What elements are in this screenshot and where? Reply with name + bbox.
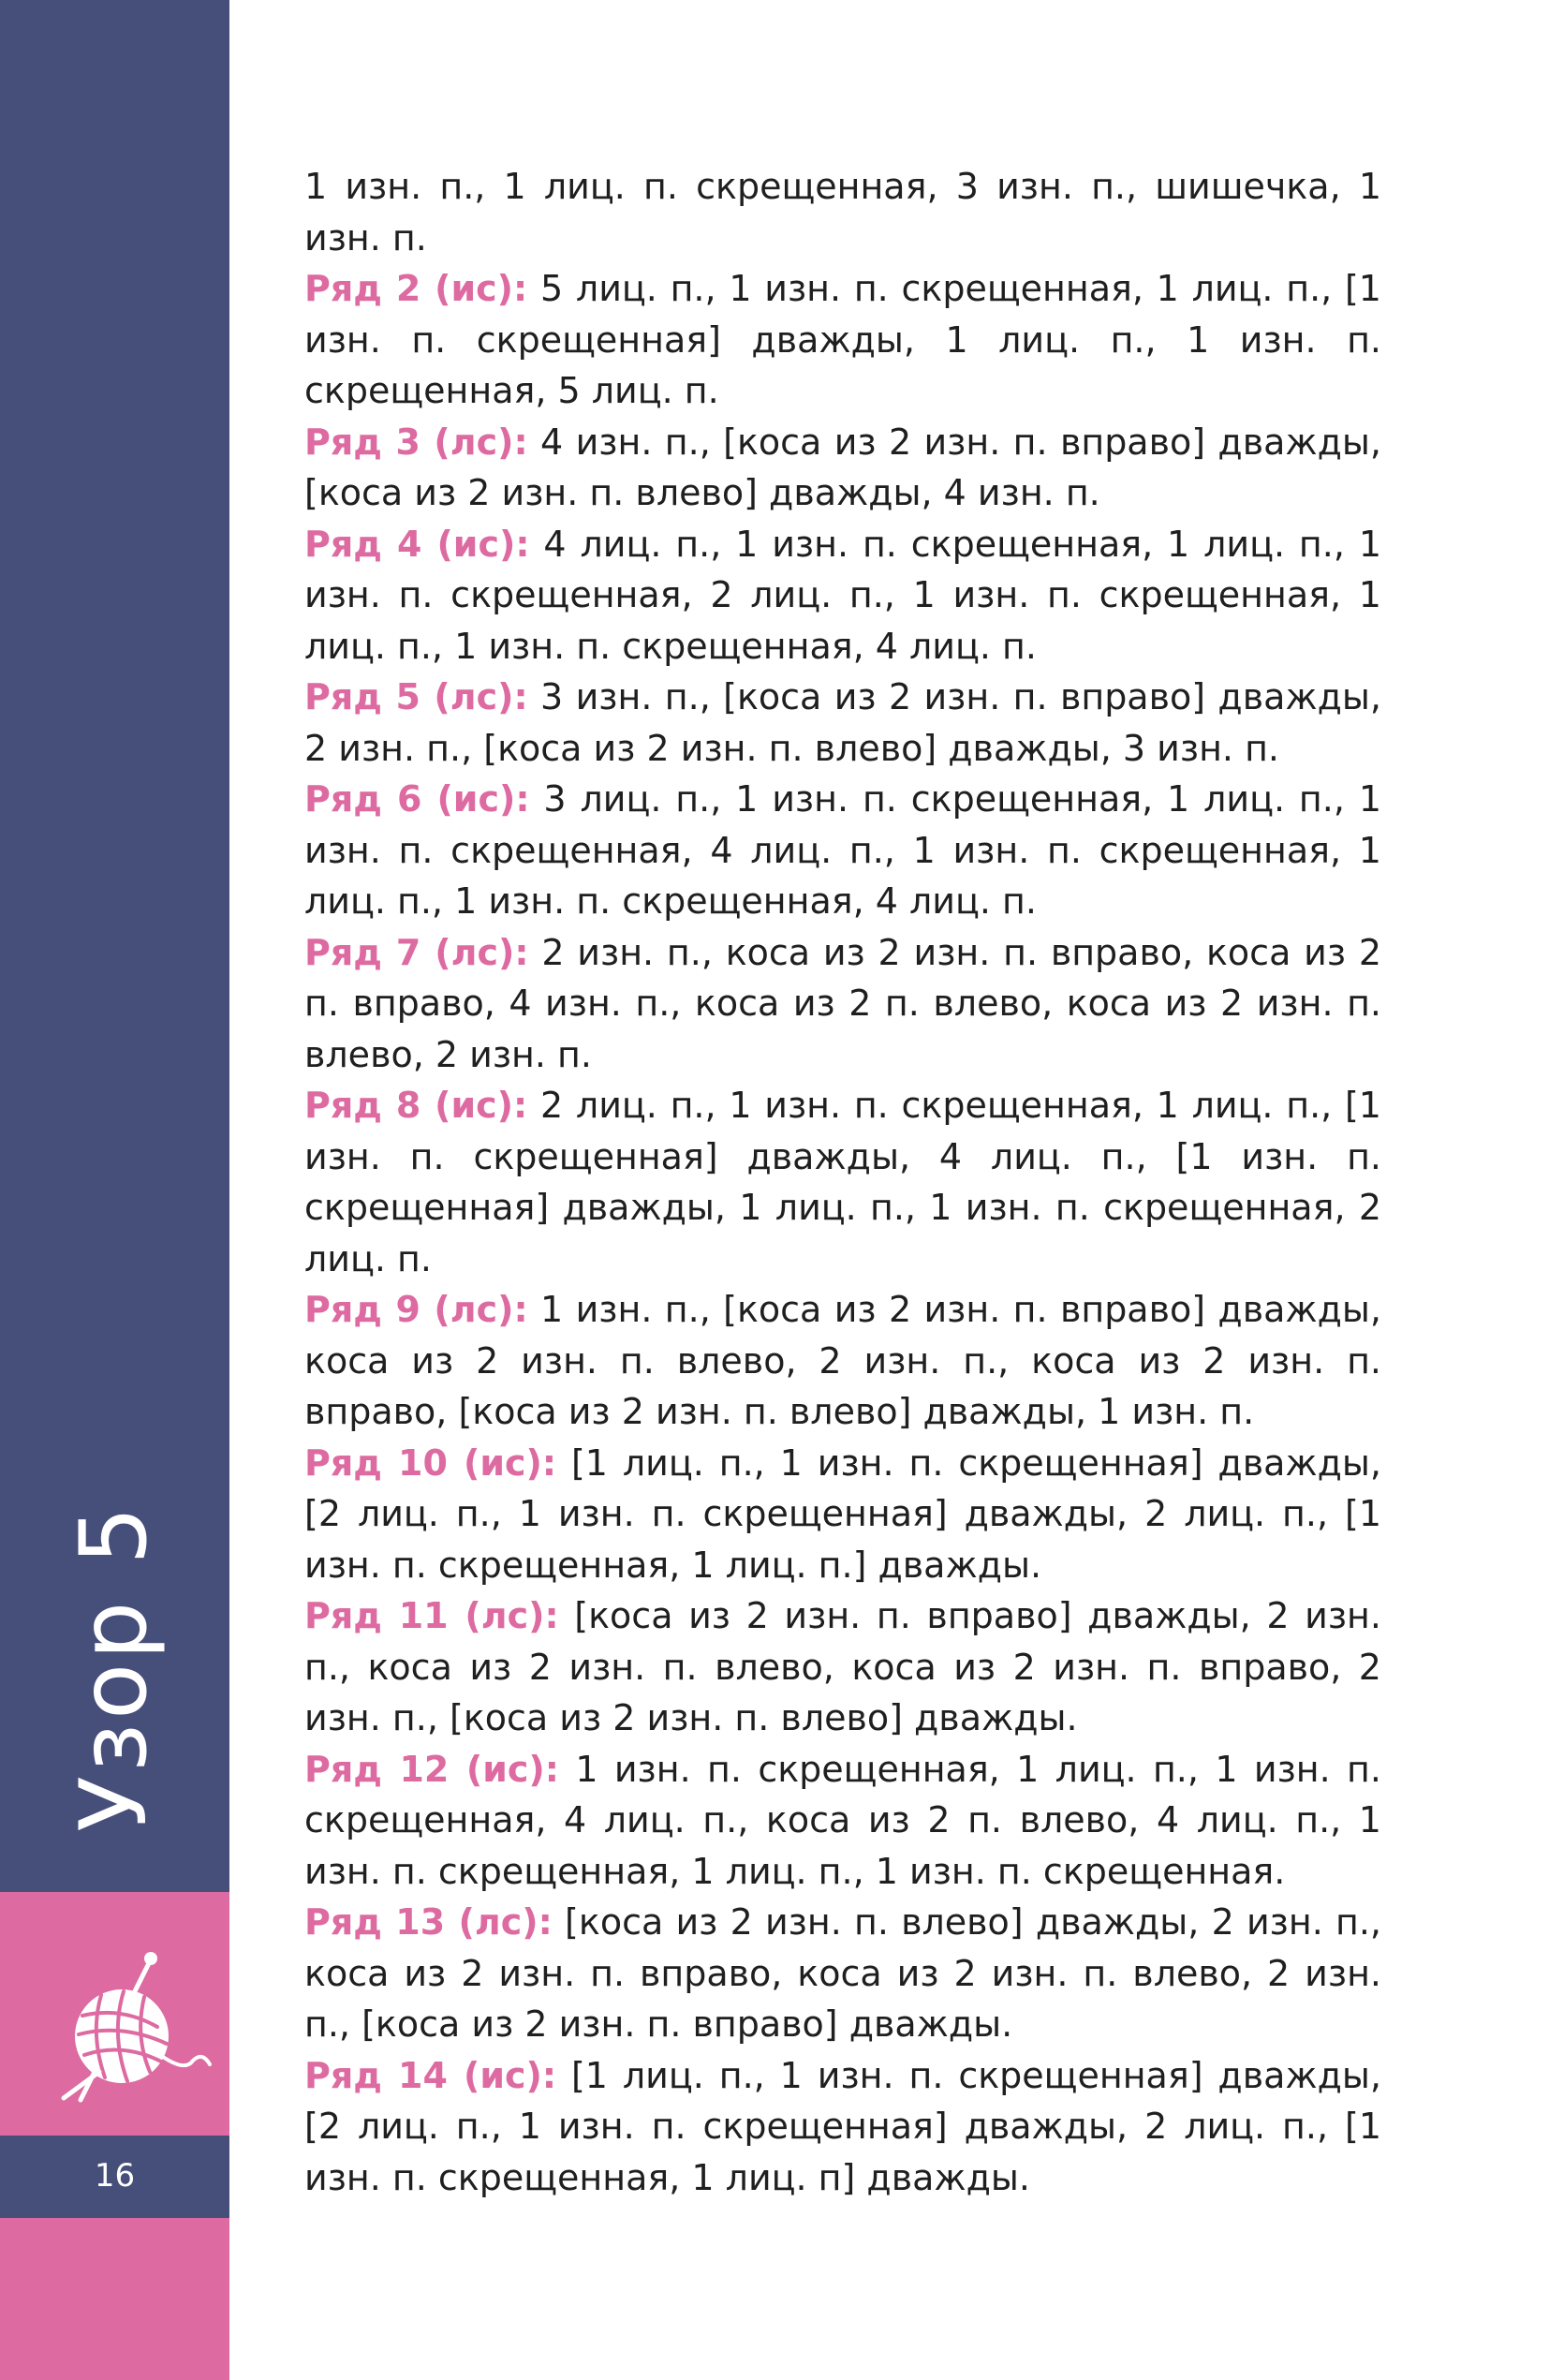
yarn-ball-needles-icon (45, 1941, 214, 2109)
row-label: Ряд 6 (ис): (304, 778, 530, 820)
row-label: Ряд 5 (лс): (304, 676, 528, 717)
row-text: 3 изн. п., [коса из 2 изн. п. вправо] дважды, 2 изн. п., [коса из 2 изн. п. влево] дважды, 3 изн. п. (304, 676, 1381, 769)
row-paragraph (304, 2050, 1381, 2204)
row-text: 1 изн. п., 1 лиц. п. скрещенная, 3 изн. п., шишечка, 1 изн. п. (304, 166, 1381, 259)
row-paragraph (304, 1080, 1381, 1284)
row-label: Ряд 11 (лс): (304, 1595, 559, 1636)
row-label: Ряд 8 (ис): (304, 1085, 528, 1126)
row-text: 2 лиц. п., 1 изн. п. скрещенная, 1 лиц. п., [1 изн. п. скрещенная] дважды, 4 лиц. п., [1 изн. п. скрещенная] дважды, 1 лиц. п., 1 изн. п. скрещенная, 2 лиц. п. (304, 1085, 1381, 1279)
row-paragraph (304, 161, 1381, 263)
row-text: 1 изн. п., [коса из 2 изн. п. вправо] дважды, коса из 2 изн. п. влево, 2 изн. п., коса из 2 изн. п. вправо, [коса из 2 изн. п. влево] дважды, 1 изн. п. (304, 1289, 1381, 1432)
row-text: 3 лиц. п., 1 изн. п. скрещенная, 1 лиц. п., 1 изн. п. скрещенная, 4 лиц. п., 1 изн. п. скрещенная, 1 лиц. п., 1 изн. п. скрещенная, 4 лиц. п. (304, 778, 1381, 922)
row-label: Ряд 9 (лс): (304, 1289, 528, 1330)
row-text: 4 лиц. п., 1 изн. п. скрещенная, 1 лиц. п., 1 изн. п. скрещенная, 2 лиц. п., 1 изн. п. скрещенная, 1 лиц. п., 1 изн. п. скрещенная, 4 лиц. п. (304, 523, 1381, 667)
row-paragraph (304, 1590, 1381, 1744)
row-label: Ряд 13 (лс): (304, 1901, 553, 1943)
pattern-title: Узор 5 (61, 1502, 168, 1832)
row-text: 5 лиц. п., 1 изн. п. скрещенная, 1 лиц. п., [1 изн. п. скрещенная] дважды, 1 лиц. п., 1 изн. п. скрещенная, 5 лиц. п. (304, 268, 1381, 411)
row-paragraph (304, 519, 1381, 673)
row-label: Ряд 3 (лс): (304, 421, 528, 463)
row-text: [коса из 2 изн. п. влево] дважды, 2 изн. п., коса из 2 изн. п. вправо, коса из 2 изн. п. влево, 2 изн. п., [коса из 2 изн. п. вправо] дважды. (304, 1901, 1381, 2045)
row-paragraph (304, 672, 1381, 774)
row-paragraph (304, 417, 1381, 519)
row-paragraph (304, 774, 1381, 927)
row-paragraph (304, 1284, 1381, 1438)
row-label: Ряд 7 (лс): (304, 931, 529, 973)
row-paragraph (304, 263, 1381, 417)
sidebar-bottom-band (0, 2218, 229, 2380)
row-text: 4 изн. п., [коса из 2 изн. п. вправо] дважды, [коса из 2 изн. п. влево] дважды, 4 изн. п. (304, 421, 1381, 513)
row-text: 2 изн. п., коса из 2 изн. п. вправо, коса из 2 п. вправо, 4 изн. п., коса из 2 п. влево, коса из 2 изн. п. влево, 2 изн. п. (304, 931, 1381, 1075)
row-text: [коса из 2 изн. п. вправо] дважды, 2 изн. п., коса из 2 изн. п. влево, коса из 2 изн. п. вправо, 2 изн. п., [коса из 2 изн. п. влево] дважды. (304, 1595, 1381, 1738)
row-label: Ряд 4 (ис): (304, 523, 530, 565)
row-label: Ряд 12 (ис): (304, 1748, 559, 1790)
row-paragraph (304, 927, 1381, 1081)
pattern-instructions (304, 161, 1381, 2203)
row-text: [1 лиц. п., 1 изн. п. скрещенная] дважды, [2 лиц. п., 1 изн. п. скрещенная] дважды, 2 лиц. п., [1 изн. п. скрещенная, 1 лиц. п] дважды. (304, 2054, 1381, 2198)
row-text: 1 изн. п. скрещенная, 1 лиц. п., 1 изн. п. скрещенная, 4 лиц. п., коса из 2 п. влево, 4 лиц. п., 1 изн. п. скрещенная, 1 лиц. п., 1 изн. п. скрещенная. (304, 1748, 1381, 1892)
page-number: 16 (94, 2157, 136, 2195)
row-paragraph (304, 1438, 1381, 1591)
row-label: Ряд 14 (ис): (304, 2054, 557, 2096)
row-label: Ряд 10 (ис): (304, 1441, 557, 1484)
row-text: [1 лиц. п., 1 изн. п. скрещенная] дважды, [2 лиц. п., 1 изн. п. скрещенная] дважды, 2 лиц. п., [1 изн. п. скрещенная, 1 лиц. п.] дважды. (304, 1441, 1381, 1586)
row-label: Ряд 2 (ис): (304, 268, 528, 309)
row-paragraph (304, 1744, 1381, 1898)
row-paragraph (304, 1897, 1381, 2050)
